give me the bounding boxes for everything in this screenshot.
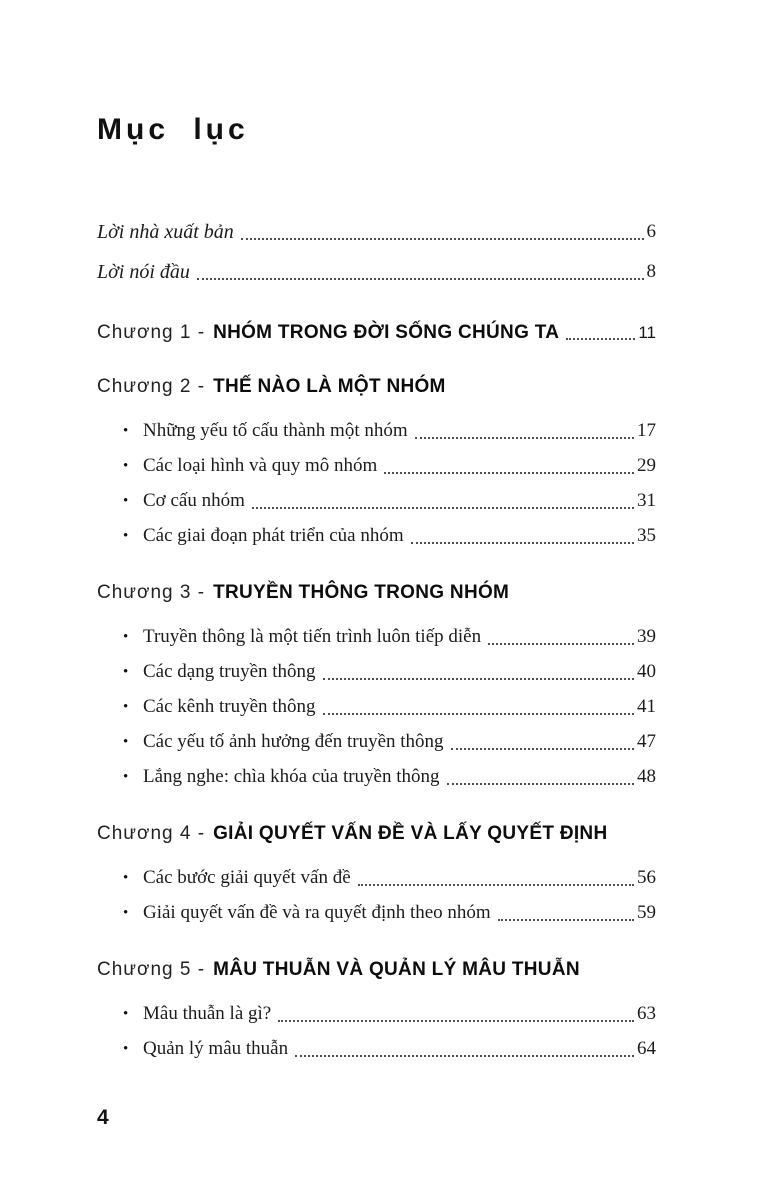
- item-title: Mâu thuẫn là gì?: [143, 1003, 272, 1024]
- toc-item: [97, 519, 656, 554]
- item-title: Các dạng truyền thông: [143, 661, 316, 682]
- item-page-number: 29: [637, 455, 656, 476]
- item-page-number: 59: [637, 902, 656, 923]
- bullet-icon: •: [123, 905, 129, 921]
- item-page-number: 35: [637, 525, 656, 546]
- chapter-title: NHÓM TRONG ĐỜI SỐNG CHÚNG TA: [213, 322, 560, 343]
- chapter-heading: [97, 819, 656, 849]
- toc-item: [97, 414, 656, 449]
- chapter-title: MÂU THUẪN VÀ QUẢN LÝ MÂU THUẪN: [213, 959, 580, 980]
- bullet-icon: •: [123, 664, 129, 680]
- toc-item: [97, 655, 656, 690]
- chapter-items: [97, 620, 656, 795]
- dot-leader: [252, 507, 634, 509]
- chapter-heading: [97, 318, 656, 348]
- item-title: Cơ cấu nhóm: [143, 490, 245, 511]
- item-page-number: 41: [637, 696, 656, 717]
- toc-item: [97, 484, 656, 519]
- item-title: Các yếu tố ảnh hưởng đến truyền thông: [143, 731, 444, 752]
- dot-leader: [415, 437, 634, 439]
- toc-item: [97, 620, 656, 655]
- toc-item: [97, 1032, 656, 1067]
- item-page-number: 17: [637, 420, 656, 441]
- front-matter-list: [97, 206, 656, 286]
- chapter-block: [97, 578, 656, 795]
- toc-item: [97, 725, 656, 760]
- item-title: Các loại hình và quy mô nhóm: [143, 455, 378, 476]
- toc-item: [97, 997, 656, 1032]
- bullet-icon: •: [123, 493, 129, 509]
- bullet-icon: •: [123, 769, 129, 785]
- dot-leader: [384, 472, 634, 474]
- chapter-prefix: Chương 2 -: [97, 376, 206, 397]
- toc-item: [97, 896, 656, 931]
- bullet-icon: •: [123, 423, 129, 439]
- toc-item: [97, 449, 656, 484]
- dot-leader: [498, 919, 634, 921]
- chapter-list: [97, 318, 656, 1067]
- dot-leader: [358, 884, 634, 886]
- item-title: Các giai đoạn phát triển của nhóm: [143, 525, 404, 546]
- bullet-icon: •: [123, 1041, 129, 1057]
- chapter-items: [97, 997, 656, 1067]
- item-title: Giải quyết vấn đề và ra quyết định theo nhóm: [143, 902, 491, 923]
- toc-item: [97, 690, 656, 725]
- front-matter-row: [97, 246, 656, 286]
- dot-leader: [323, 713, 634, 715]
- bullet-icon: •: [123, 528, 129, 544]
- page-title: Mục lục: [97, 113, 249, 146]
- chapter-heading: [97, 372, 656, 402]
- chapter-title: GIẢI QUYẾT VẤN ĐỀ VÀ LẤY QUYẾT ĐỊNH: [213, 823, 608, 844]
- item-page-number: 40: [637, 661, 656, 682]
- item-title: Lắng nghe: chìa khóa của truyền thông: [143, 766, 440, 787]
- chapter-block: [97, 819, 656, 931]
- dot-leader: [295, 1055, 634, 1057]
- chapter-prefix: Chương 5 -: [97, 959, 206, 980]
- item-title: Các kênh truyền thông: [143, 696, 316, 717]
- toc-item: [97, 861, 656, 896]
- chapter-items: [97, 414, 656, 554]
- dot-leader: [278, 1020, 634, 1022]
- dot-leader: [488, 643, 634, 645]
- chapter-page-number: 11: [638, 323, 656, 342]
- page-number: 4: [97, 1106, 109, 1129]
- item-page-number: 48: [637, 766, 656, 787]
- chapter-title: TRUYỀN THÔNG TRONG NHÓM: [213, 582, 510, 603]
- chapter-block: [97, 955, 656, 1067]
- dot-leader: [566, 338, 635, 340]
- entry-page-number: 8: [646, 261, 656, 282]
- chapter-block: [97, 372, 656, 554]
- dot-leader: [411, 542, 634, 544]
- entry-title: Lời nói đầu: [97, 261, 190, 283]
- item-title: Những yếu tố cấu thành một nhóm: [143, 420, 408, 441]
- dot-leader: [451, 748, 634, 750]
- bullet-icon: •: [123, 699, 129, 715]
- bullet-icon: •: [123, 870, 129, 886]
- toc-item: [97, 760, 656, 795]
- front-matter-row: [97, 206, 656, 246]
- item-page-number: 47: [637, 731, 656, 752]
- item-page-number: 56: [637, 867, 656, 888]
- dot-leader: [197, 278, 644, 280]
- chapter-heading: [97, 955, 656, 985]
- item-title: Quản lý mâu thuẫn: [143, 1038, 289, 1059]
- dot-leader: [323, 678, 634, 680]
- chapter-title: THẾ NÀO LÀ MỘT NHÓM: [213, 376, 446, 397]
- entry-title: Lời nhà xuất bản: [97, 221, 234, 243]
- chapter-block: [97, 318, 656, 348]
- item-page-number: 31: [637, 490, 656, 511]
- item-title: Truyền thông là một tiến trình luôn tiếp diễn: [143, 626, 482, 647]
- item-title: Các bước giải quyết vấn đề: [143, 867, 351, 888]
- item-page-number: 64: [637, 1038, 656, 1059]
- chapter-prefix: Chương 3 -: [97, 582, 206, 603]
- bullet-icon: •: [123, 734, 129, 750]
- bullet-icon: •: [123, 1006, 129, 1022]
- dot-leader: [241, 238, 644, 240]
- item-page-number: 63: [637, 1003, 656, 1024]
- item-page-number: 39: [637, 626, 656, 647]
- chapter-prefix: Chương 1 -: [97, 322, 206, 343]
- bullet-icon: •: [123, 629, 129, 645]
- chapter-prefix: Chương 4 -: [97, 823, 206, 844]
- chapter-heading: [97, 578, 656, 608]
- bullet-icon: •: [123, 458, 129, 474]
- entry-page-number: 6: [646, 221, 656, 242]
- dot-leader: [447, 783, 634, 785]
- chapter-items: [97, 861, 656, 931]
